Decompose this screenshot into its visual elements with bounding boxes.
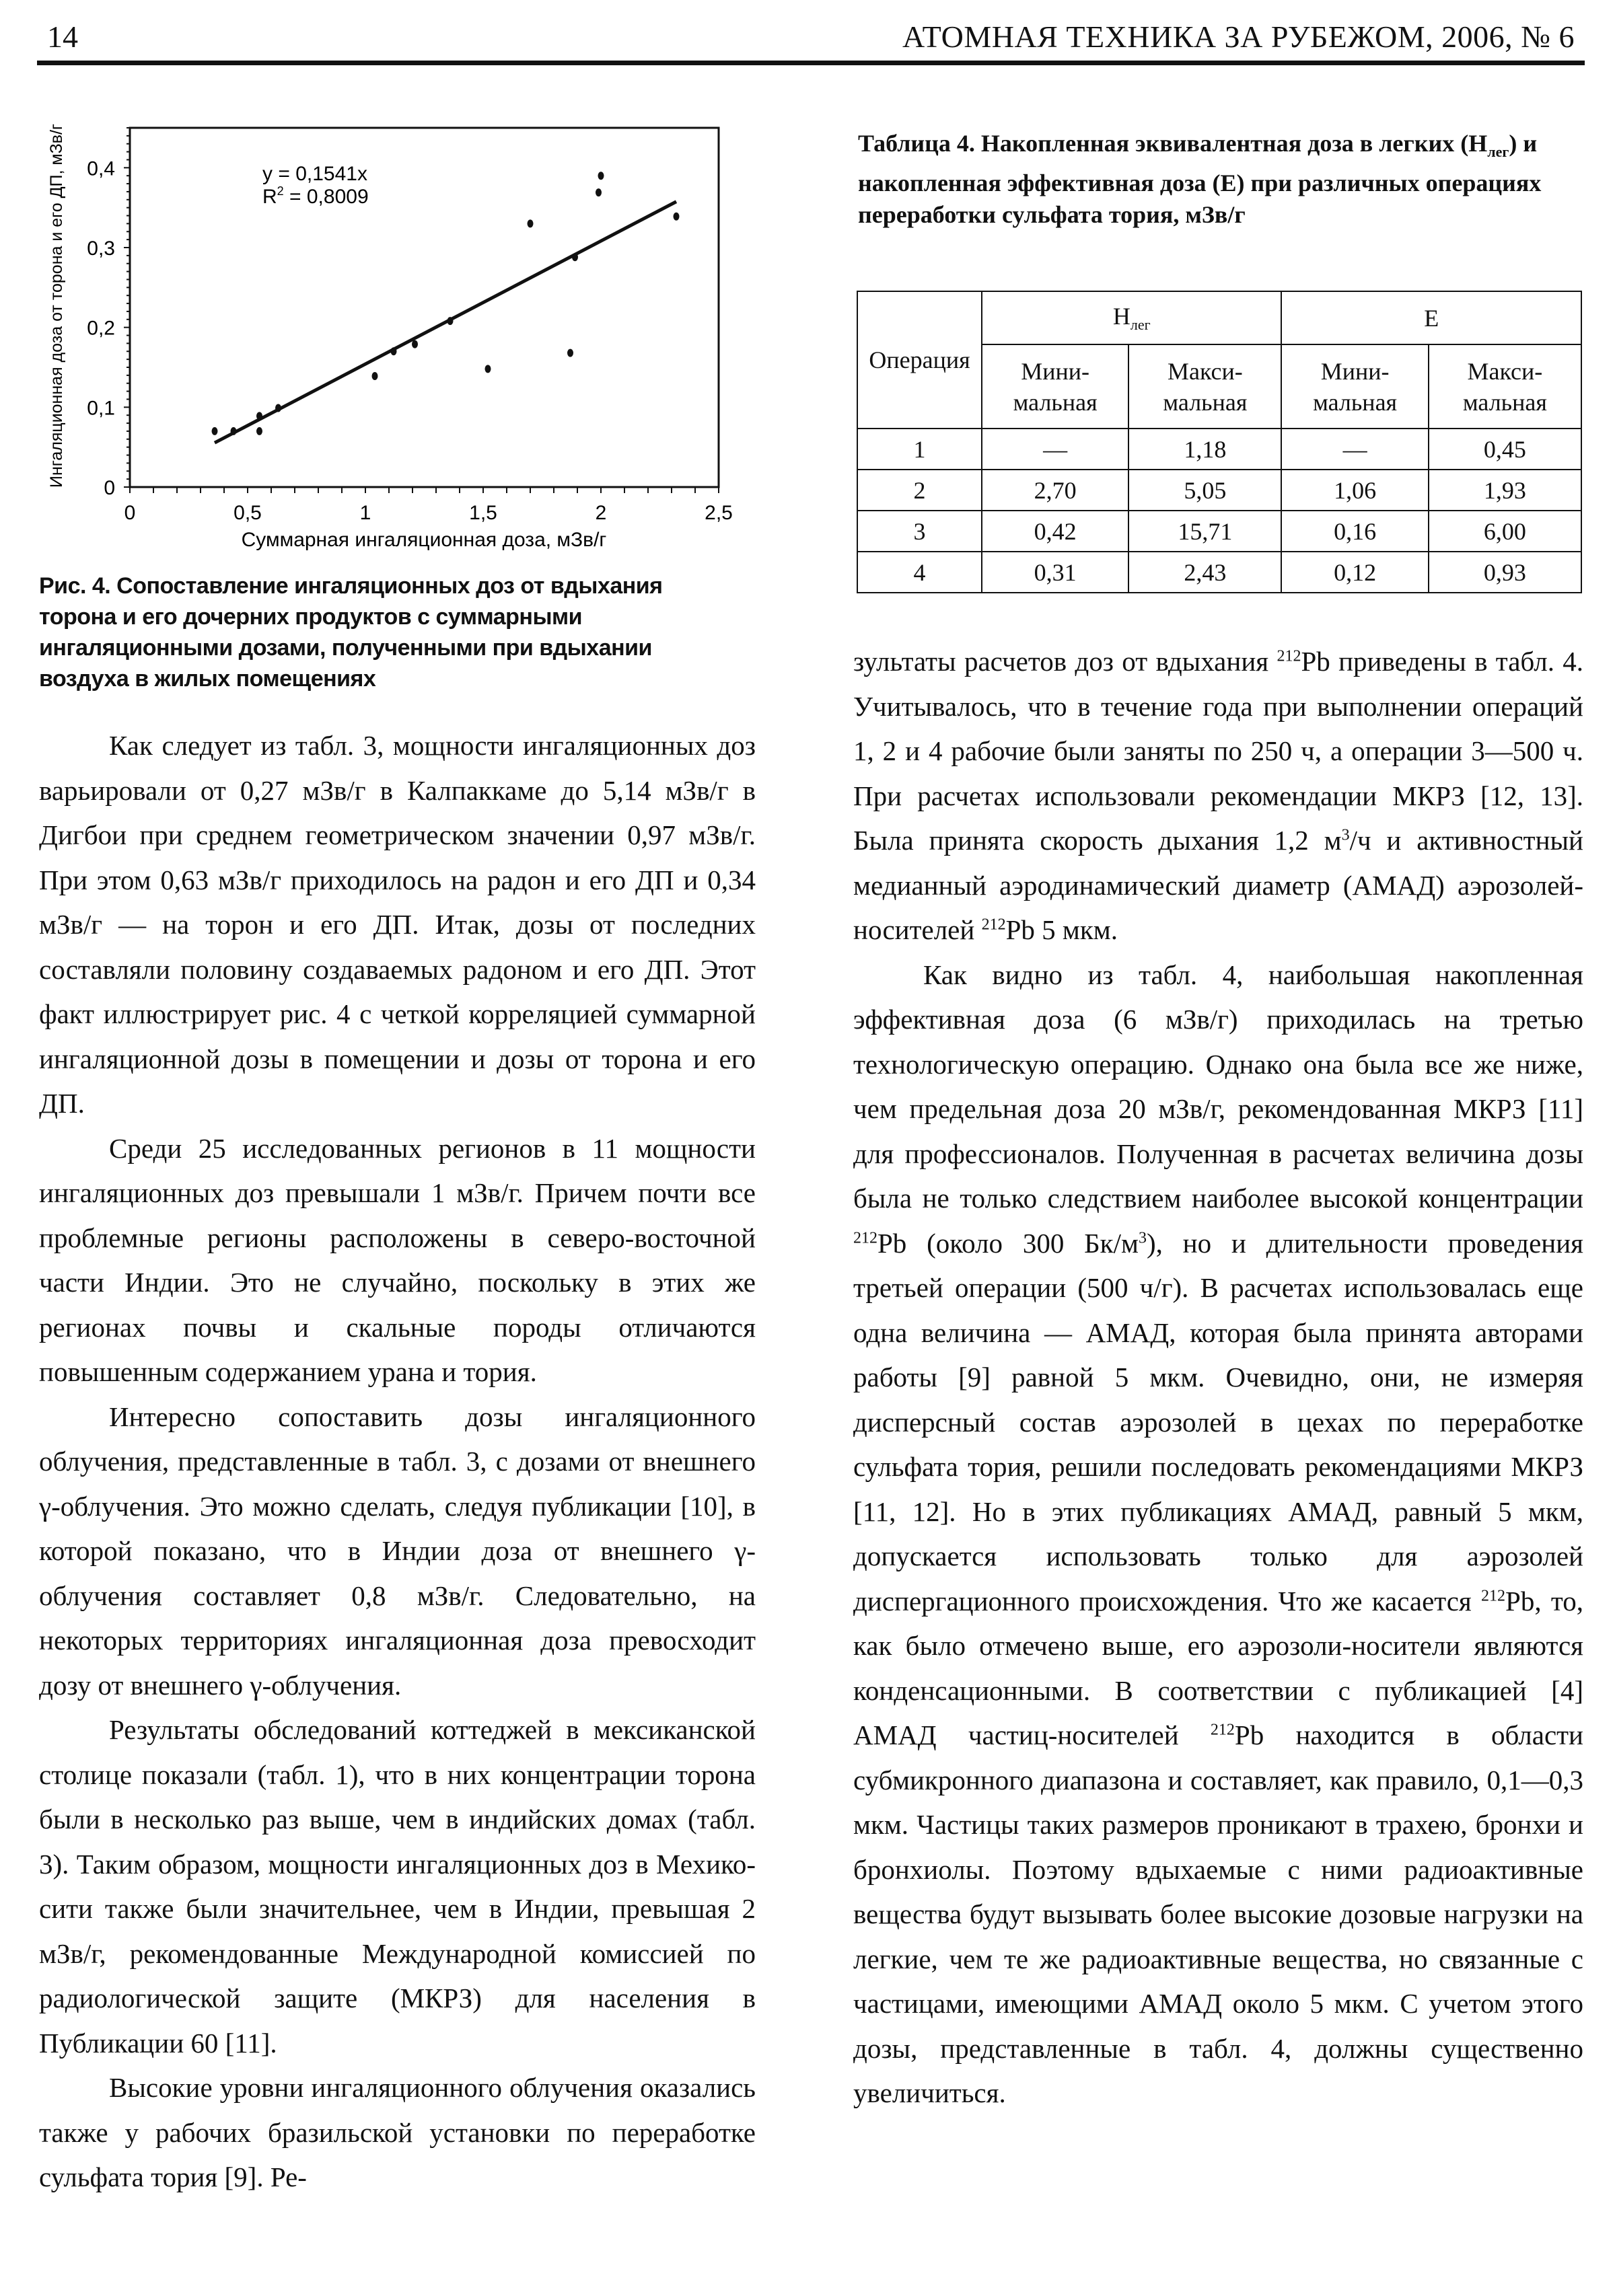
cell: 1	[857, 429, 982, 470]
isotope-superscript: 212	[1481, 1586, 1506, 1604]
unit-superscript: 3	[1138, 1228, 1147, 1247]
text: зультаты расчетов доз от вдыхания	[853, 646, 1277, 677]
x-tick-label: 1,5	[469, 502, 497, 524]
scatter-plot	[27, 108, 794, 565]
text: Pb находится в области субмикронного диапазона и составляет, как правило, 0,1—0,3 мкм. Частицы таких размеров проникают в трахею, бронхи и бронхиолы. Поэтому вдыхаемые с ними радиоактивные вещества будут вызывать более высокие дозовые нагрузки на легкие, чем те же радиоактивные вещества, но связанные с частицами, имеющими АМАД около 5 мкм. С учетом этого дозы, представленные в табл. 4, должны существенно увеличиться.	[853, 1719, 1583, 2108]
cell: —	[982, 429, 1128, 470]
cell: 5,05	[1128, 470, 1281, 511]
cell: 0,42	[982, 511, 1128, 552]
subheader-min: Мини-мальная	[1281, 344, 1428, 429]
trendline	[215, 202, 676, 443]
table-row	[857, 552, 1581, 593]
table-row	[857, 470, 1581, 511]
header-rule	[37, 61, 1585, 65]
cell: 0,31	[982, 552, 1128, 593]
header-h: H	[1112, 302, 1130, 330]
x-tick-label: 2,5	[705, 502, 733, 524]
cell: 2,43	[1128, 552, 1281, 593]
right-column	[853, 639, 1583, 2116]
data-point	[391, 347, 397, 355]
data-point	[412, 340, 418, 348]
data-point	[567, 349, 573, 357]
x-tick-label: 2	[595, 502, 607, 524]
data-point	[674, 213, 680, 221]
cell: 2	[857, 470, 982, 511]
text: Pb, то, как было отмечено выше, его аэрозоли-носители являются конденсационными. В соответствии с публикацией [4] АМАД частиц-носителей	[853, 1585, 1583, 1750]
data-point	[256, 427, 262, 435]
paragraph: Результаты обследований коттеджей в мексиканской столице показали (табл. 1), что в них концентрации торона были в несколько раз выше, чем в индийских домах (табл. 3). Таким образом, мощности ингаляционных доз в Мехико-сити также были значительнее, чем в Индии, превышая 2 мЗв/г, рекомендованные Международной комиссией по радиологической защите (МКРЗ) для населения в Публикации 60 [11].	[39, 1714, 756, 2059]
table-header-row	[857, 291, 1581, 344]
x-tick-label: 1	[359, 502, 371, 524]
data-point	[447, 317, 454, 325]
title-subscript: лег	[1487, 143, 1509, 161]
r2-superscript: 2	[277, 184, 284, 198]
paragraph: Интересно сопоставить дозы ингаляционного облучения, представленные в табл. 3, с дозами от внешнего γ-облучения. Это можно сделать, следуя публикации [10], в которой показано, что в Индии доза от внешнего γ-облучения составляет 0,8 мЗв/г. Следовательно, на некоторых территориях ингаляционная доза превосходит дозу от внешнего γ-облучения.	[39, 1401, 756, 1701]
data-point	[231, 427, 237, 435]
text: Как видно из табл. 4, наибольшая накопленная эффективная доза (6 мЗв/г) приходилась на третью технологическую операцию. Однако она была все же ниже, чем предельная доза 20 мЗв/г, рекомендованная МКРЗ [11] для профессионалов. Полученная в расчетах величина дозы была не только следствием наиболее высокой концентрации	[853, 959, 1583, 1214]
paragraph: Среди 25 исследованных регионов в 11 мощности ингаляционных доз превышали 1 мЗв/г. Причем почти все проблемные регионы расположены в северо-восточной части Индии. Это не случайно, поскольку в этих же регионах почвы и скальные породы отличаются повышенным содержанием урана и тория.	[39, 1132, 756, 1387]
r-squared-label	[262, 184, 369, 208]
isotope-superscript: 212	[981, 916, 1006, 934]
x-tick-label: 0,5	[234, 502, 262, 524]
isotope-superscript: 212	[1277, 647, 1301, 665]
y-tick-label: 0,3	[87, 237, 115, 260]
journal-title: АТОМНАЯ ТЕХНИКА ЗА РУБЕЖОМ, 2006, № 6	[902, 20, 1575, 54]
cell: 0,93	[1429, 552, 1581, 593]
header-h-sub: лег	[1130, 316, 1151, 334]
data-point	[275, 404, 281, 412]
plot-border	[130, 128, 719, 487]
cell: 0,45	[1429, 429, 1581, 470]
table-row	[857, 511, 1581, 552]
cell: 1,18	[1128, 429, 1281, 470]
data-point	[598, 172, 604, 180]
subheader-max: Макси-мальная	[1429, 344, 1581, 429]
text: ), но и длительности проведения третьей операции (500 ч/г). В расчетах использовалась еще одна величина — АМАД, которая была принята авторами работы [9] равной 5 мкм. Очевидно, они, не измеряя дисперсный состав аэрозолей в цехах по переработке сульфата тория, решили последовать рекомендациями МКРЗ [11, 12]. Но в этих публикациях АМАД, равный 5 мкм, допускается использовать только для аэрозолей диспергационного происхождения. Что же касается	[853, 1227, 1584, 1617]
data-point	[256, 412, 262, 420]
cell: 1,06	[1281, 470, 1428, 511]
text: Pb приведены в табл. 4. Учитывалось, что в течение года при выполнении операций 1, 2 и 4 рабочие были заняты по 250 ч, а операции 3—500 ч. При расчетах использовали рекомендации МКРЗ [12, 13]. Была принята скорость дыхания 1,2 м	[853, 646, 1584, 856]
page-number: 14	[47, 20, 78, 54]
subheader-min: Мини-мальная	[982, 344, 1128, 429]
cell: 15,71	[1128, 511, 1281, 552]
paragraph: Как следует из табл. 3, мощности ингаляционных доз варьировали от 0,27 мЗв/г в Калпаккаме до 5,14 мЗв/г в Дигбои при среднем геометрическом значении 0,97 мЗв/г. При этом 0,63 мЗв/г приходилось на радон и его ДП и 0,34 мЗв/г — на торон и его ДП. Итак, дозы от последних составляли половину создаваемых радоном и его ДП. Этот факт иллюстрирует рис. 4 с четкой корреляцией суммарной ингаляционной дозы в помещении и дозы от торона и его ДП.	[39, 730, 756, 1119]
cell: 4	[857, 552, 982, 593]
r2-prefix: R	[262, 186, 277, 208]
data-point	[212, 427, 218, 435]
plot-frame	[130, 128, 719, 487]
cell: 6,00	[1429, 511, 1581, 552]
trendline-group	[215, 202, 676, 443]
text: Pb (около 300 Бк/м	[877, 1227, 1139, 1259]
y-tick-label: 0,1	[87, 397, 115, 420]
left-column	[39, 723, 756, 2200]
table-4-title	[858, 128, 1585, 231]
text: /ч и активностный медианный аэродинамический диаметр (АМАД) аэрозолей-носителей	[853, 825, 1583, 945]
paragraph	[853, 953, 1583, 2116]
cell: 3	[857, 511, 982, 552]
header-h-leg	[982, 291, 1281, 344]
paragraph	[853, 639, 1583, 953]
x-axis-title: Суммарная ингаляционная доза, мЗв/г	[241, 529, 607, 551]
data-point	[372, 372, 378, 380]
cell: 1,93	[1429, 470, 1581, 511]
figure-caption: Рис. 4. Сопоставление ингаляционных доз от вдыхания торона и его дочерних продуктов с суммарными ингаляционными дозами, полученными при вдыхании воздуха в жилых помещениях	[39, 573, 663, 692]
cell: 0,12	[1281, 552, 1428, 593]
cell: 2,70	[982, 470, 1128, 511]
data-points	[212, 172, 680, 435]
paragraph: Высокие уровни ингаляционного облучения оказались также у рабочих бразильской установки по переработке сульфата тория [9]. Ре-	[39, 2072, 756, 2192]
equation-label: y = 0,1541x	[262, 163, 367, 185]
x-tick-label: 0	[124, 502, 136, 524]
data-point	[572, 253, 578, 261]
y-tick-label: 0,2	[87, 317, 115, 340]
subheader-max: Макси-мальная	[1128, 344, 1281, 429]
table-4	[857, 291, 1582, 593]
isotope-superscript: 212	[1210, 1721, 1235, 1739]
header-e: E	[1281, 291, 1581, 344]
page-header	[47, 19, 1575, 59]
y-axis-title: Ингаляционная доза от торона и его ДП, мЗв/г	[47, 123, 66, 488]
y-tick-label: 0	[104, 477, 115, 499]
data-point	[596, 188, 602, 196]
title-text: Таблица 4. Накопленная эквивалентная доза в легких (H	[858, 130, 1488, 157]
header-operation: Операция	[857, 291, 982, 429]
data-point	[485, 365, 491, 373]
data-point	[528, 219, 534, 227]
cell: 0,16	[1281, 511, 1428, 552]
r2-value: = 0,8009	[283, 186, 369, 208]
text: Pb 5 мкм.	[1005, 914, 1118, 945]
title-text: ) и накопленная эффективная доза (E) при различных операциях переработки сульфата тория, мЗв/г	[858, 130, 1542, 229]
y-tick-label: 0,4	[87, 157, 115, 180]
table-row	[857, 429, 1581, 470]
isotope-superscript: 212	[853, 1228, 877, 1247]
x-axis-ticks	[124, 487, 733, 524]
unit-superscript: 3	[1341, 826, 1350, 844]
figure-4-chart	[27, 108, 794, 565]
cell: —	[1281, 429, 1428, 470]
y-axis-ticks	[87, 128, 130, 499]
